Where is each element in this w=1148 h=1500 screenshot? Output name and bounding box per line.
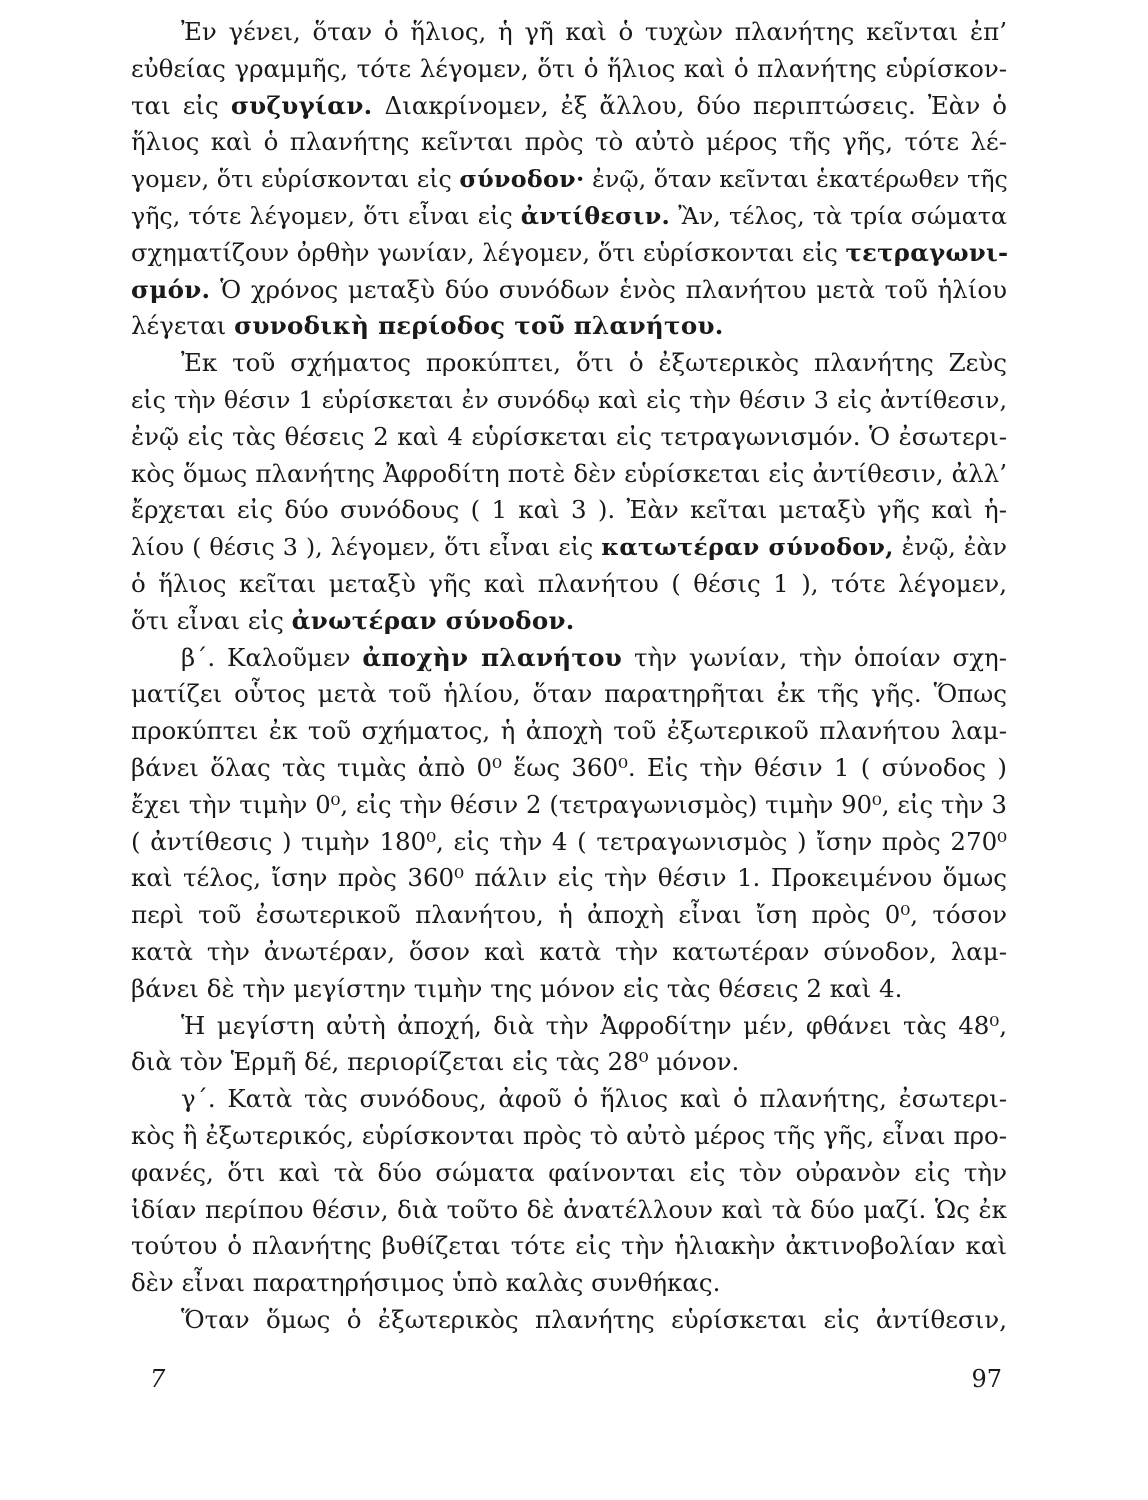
paragraph <box>131 1081 1007 1302</box>
text-run: διὰ τὸν Ἑρμῆ δέ, περιορίζεται εἰς τὰς 28⁰ μόνον. <box>131 1047 740 1077</box>
text-run: τούτου ὁ πλανήτης βυθίζεται τότε εἰς τὴν ἡλιακὴν ἀκτινοβολίαν καὶ <box>131 1231 1007 1261</box>
text-line <box>131 1192 1007 1229</box>
text-line <box>131 456 1007 493</box>
bold-term: συνοδικὴ περίοδος τοῦ πλανήτου. <box>234 311 724 341</box>
text-line <box>131 566 1007 603</box>
text-run: ἐνῷ, ἐὰν <box>893 533 1007 562</box>
text-run: περὶ τοῦ ἐσωτερικοῦ πλανήτου, ἡ ἀποχὴ εἶναι ἴση πρὸς 0⁰, τόσον <box>131 900 1007 930</box>
text-line <box>131 419 1007 456</box>
text-line <box>131 124 1007 161</box>
text-run: ἰδίαν περίπου θέσιν, διὰ τοῦτο δὲ ἀνατέλλουν καὶ τὰ δύο μαζί. Ὡς ἐκ <box>131 1194 1007 1224</box>
text-line <box>131 1008 1007 1045</box>
text-line <box>131 382 1007 419</box>
text-line <box>131 1081 1007 1118</box>
text-line <box>131 676 1007 713</box>
text-line <box>131 1228 1007 1265</box>
paragraph <box>131 640 1007 1008</box>
text-line <box>131 787 1007 824</box>
text-run: γῆς, τότε λέγομεν, ὅτι εἶναι εἰς <box>131 201 521 230</box>
text-run: β΄. Καλοῦμεν <box>181 642 363 672</box>
text-line <box>131 897 1007 934</box>
text-run: ται εἰς <box>131 90 231 120</box>
text-run: καὶ τέλος, ἴσην πρὸς 360⁰ πάλιν εἰς τὴν θέσιν 1. Προκειμένου ὅμως <box>131 863 1007 893</box>
text-run: εἰς τὴν θέσιν 1 εὑρίσκεται ἐν συνόδῳ καὶ εἰς τὴν θέσιν 3 εἰς ἀντίθεσιν, <box>131 385 1007 414</box>
text-run: Ἂν, τέλος, τὰ τρία σώματα <box>670 201 1007 230</box>
text-line <box>131 161 1007 198</box>
text-run: Ἡ μεγίστη αὐτὴ ἀποχή, διὰ τὴν Ἀφροδίτην μέν, φθάνει τὰς 48⁰, <box>181 1010 1007 1040</box>
text-line <box>131 824 1007 861</box>
text-run: ὅτι εἶναι εἰς <box>131 605 292 635</box>
text-run: κὸς ἢ ἐξωτερικός, εὑρίσκονται πρὸς τὸ αὐτὸ μέρος τῆς γῆς, εἶναι προ- <box>131 1120 1007 1150</box>
paragraph <box>131 1302 1007 1339</box>
text-line <box>131 1118 1007 1155</box>
text-line <box>131 860 1007 897</box>
text-run: ἐνῷ εἰς τὰς θέσεις 2 καὶ 4 εὑρίσκεται εἰς τετραγωνισμόν. Ὁ ἐσωτερι- <box>131 421 1007 451</box>
bold-term: κατωτέραν σύνοδον, <box>601 533 894 562</box>
text-line <box>131 345 1007 382</box>
text-line <box>131 1265 1007 1302</box>
bold-term: σύνοδον· <box>459 165 585 194</box>
text-run: λέγεται <box>131 311 235 341</box>
text-line <box>131 750 1007 787</box>
text-line <box>131 1155 1007 1192</box>
text-run: ἔρχεται εἰς δύο συνόδους ( 1 καὶ 3 ). Ἐὰν κεῖται μεταξὺ γῆς καὶ ἡ- <box>131 495 1007 525</box>
text-line <box>131 272 1007 309</box>
text-run: προκύπτει ἐκ τοῦ σχήματος, ἡ ἀποχὴ τοῦ ἐξωτερικοῦ πλανήτου λαμ- <box>131 716 1007 746</box>
text-line <box>131 88 1007 125</box>
text-run: ἐνῷ, ὅταν κεῖνται ἑκατέρωθεν τῆς <box>584 165 1008 194</box>
paragraph <box>131 345 1007 639</box>
text-run: Ἐκ τοῦ σχήματος προκύπτει, ὅτι ὁ ἐξωτερικὸς πλανήτης Ζεὺς <box>181 348 1007 378</box>
text-line <box>131 640 1007 677</box>
body-text <box>131 14 1007 1339</box>
text-run: κατὰ τὴν ἀνωτέραν, ὅσον καὶ κατὰ τὴν κατωτέραν σύνοδον, λαμ- <box>131 936 1007 966</box>
paragraph <box>131 1008 1007 1082</box>
bold-term: ἀποχὴν πλανήτου <box>362 642 623 672</box>
text-run: δὲν εἶναι παρατηρήσιμος ὑπὸ καλὰς συνθήκας. <box>131 1268 721 1298</box>
text-run: Ὅταν ὅμως ὁ ἐξωτερικὸς πλανήτης εὑρίσκεται εἰς ἀντίθεσιν, <box>181 1304 1007 1334</box>
text-line <box>131 1044 1007 1081</box>
text-line <box>131 51 1007 88</box>
text-line <box>131 14 1007 51</box>
text-run: ματίζει οὗτος μετὰ τοῦ ἡλίου, ὅταν παρατηρῆται ἐκ τῆς γῆς. Ὅπως <box>131 679 1007 709</box>
text-run: φανές, ὅτι καὶ τὰ δύο σώματα φαίνονται εἰς τὸν οὐρανὸν εἰς τὴν <box>131 1157 1007 1187</box>
text-line <box>131 1302 1007 1339</box>
text-line <box>131 235 1007 272</box>
text-run: βάνει δὲ τὴν μεγίστην τιμὴν της μόνον εἰς τὰς θέσεις 2 καὶ 4. <box>131 973 903 1003</box>
paragraph <box>131 14 1007 345</box>
text-run: Διακρίνομεν, ἐξ ἄλλου, δύο περιπτώσεις. Ἐὰν ὁ <box>372 90 1007 120</box>
text-run: ἥλιος καὶ ὁ πλανήτης κεῖνται πρὸς τὸ αὐτὸ μέρος τῆς γῆς, τότε λέ- <box>131 127 1007 157</box>
text-run: εὐθείας γραμμῆς, τότε λέγομεν, ὅτι ὁ ἥλιος καὶ ὁ πλανήτης εὑρίσκον- <box>131 53 1007 83</box>
text-line <box>131 603 1007 640</box>
text-run: σχηματίζουν ὀρθὴν γωνίαν, λέγομεν, ὅτι εὑρίσκονται εἰς <box>131 237 846 267</box>
text-run: ἔχει τὴν τιμὴν 0⁰, εἰς τὴν θέσιν 2 (τετραγωνισμὸς) τιμὴν 90⁰, εἰς τὴν 3 <box>131 789 1007 819</box>
text-run: κὸς ὅμως πλανήτης Ἀφροδίτη ποτὲ δὲν εὑρίσκεται εἰς ἀντίθεσιν, ἀλλ’ <box>131 458 1007 488</box>
bold-term: ἀνωτέραν σύνοδον. <box>291 605 575 635</box>
text-run: ὁ ἥλιος κεῖται μεταξὺ γῆς καὶ πλανήτου ( θέσις 1 ), τότε λέγομεν, <box>131 568 1007 598</box>
text-run: Ὁ χρόνος μεταξὺ δύο συνόδων ἑνὸς πλανήτου μετὰ τοῦ ἡλίου <box>210 274 1007 304</box>
bold-term: συζυγίαν. <box>230 90 373 120</box>
text-line <box>131 971 1007 1008</box>
text-run: βάνει ὅλας τὰς τιμὰς ἀπὸ 0⁰ ἕως 360⁰. Εἰς τὴν θέσιν 1 ( σύνοδος ) <box>131 752 1007 782</box>
text-line <box>131 492 1007 529</box>
bold-term: σμόν. <box>131 274 211 304</box>
text-line <box>131 934 1007 971</box>
text-line <box>131 529 1007 566</box>
text-run: λίου ( θέσις 3 ), λέγομεν, ὅτι εἶναι εἰς <box>131 533 602 562</box>
page-number: 97 <box>971 1365 1002 1393</box>
bold-term: ἀντίθεσιν. <box>520 201 671 230</box>
text-line <box>131 713 1007 750</box>
text-run: Ἐν γένει, ὅταν ὁ ἥλιος, ἡ γῆ καὶ ὁ τυχὼν πλανήτης κεῖνται ἐπ’ <box>181 17 1007 46</box>
bold-term: τετραγωνι- <box>845 237 1009 267</box>
text-run: γομεν, ὅτι εὑρίσκονται εἰς <box>131 165 460 194</box>
text-line <box>131 308 1007 345</box>
text-run: τὴν γωνίαν, τὴν ὁποίαν σχη- <box>622 642 1008 672</box>
signature-mark: 7 <box>150 1365 166 1393</box>
text-line <box>131 198 1007 235</box>
text-run: ( ἀντίθεσις ) τιμὴν 180⁰, εἰς τὴν 4 ( τετραγωνισμὸς ) ἴσην πρὸς 270⁰ <box>131 826 1007 856</box>
text-run: γ΄. Κατὰ τὰς συνόδους, ἀφοῦ ὁ ἥλιος καὶ ὁ πλανήτης, ἐσωτερι- <box>181 1084 1007 1114</box>
